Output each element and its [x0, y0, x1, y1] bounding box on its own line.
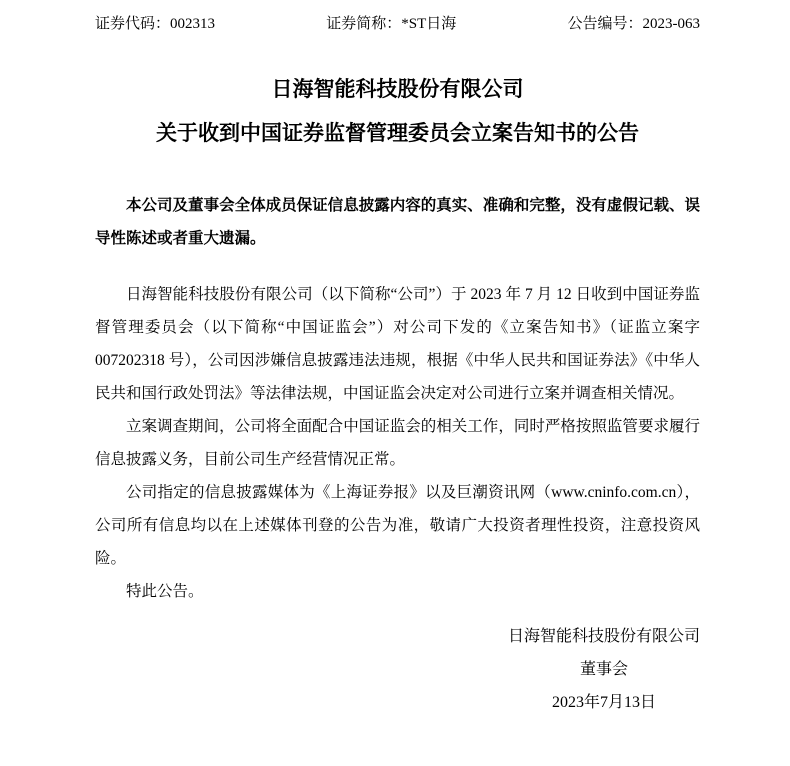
stock-abbr-value: *ST日海: [401, 16, 457, 32]
body-paragraph: 日海智能科技股份有限公司（以下简称“公司”）于 2023 年 7 月 12 日收到中国证券监督管理委员会（以下简称“中国证监会”）对公司下发的《立案告知书》（证监立案字 007202318 号），公司因涉嫌信息披露违法违规，根据《中华人民共和国证券法》《中华人民共和国行政处罚法》等法律法规，中国证监会决定对公司进行立案并调查相关情况。: [95, 286, 700, 402]
stock-abbr-label: 证券简称：: [326, 16, 402, 32]
stock-code-value: 002313: [170, 16, 216, 32]
company-title: 日海智能科技股份有限公司: [271, 77, 524, 101]
document-header: [95, 14, 700, 35]
stock-code: [95, 14, 215, 35]
signature-board: 董事会: [579, 661, 628, 678]
announcement-number-label: 公告编号：: [567, 16, 643, 32]
announcement-title: 关于收到中国证券监督管理委员会立案告知书的公告: [156, 121, 639, 145]
closing-statement: 特此公告。: [126, 583, 204, 600]
document-body: [95, 189, 700, 608]
disclaimer-text: 本公司及董事会全体成员保证信息披露内容的真实、准确和完整，没有虚假记载、误导性陈述或者重大遗漏。: [95, 197, 700, 247]
announcement-number: [567, 14, 700, 35]
signature-company: 日海智能科技股份有限公司: [507, 628, 700, 645]
signature-date: 2023年7月13日: [551, 694, 656, 711]
stock-abbr: [326, 14, 456, 35]
body-paragraph: 立案调查期间，公司将全面配合中国证监会的相关工作，同时严格按照监管要求履行信息披露义务，目前公司生产经营情况正常。: [95, 418, 700, 468]
stock-code-label: 证券代码：: [95, 16, 171, 32]
signature-block: [508, 620, 700, 719]
body-paragraph: 公司指定的信息披露媒体为《上海证券报》以及巨潮资讯网（www.cninfo.com.cn），公司所有信息均以在上述媒体刊登的公告为准，敬请广大投资者理性投资，注意投资风险。: [95, 484, 700, 567]
announcement-number-value: 2023-063: [642, 16, 700, 32]
